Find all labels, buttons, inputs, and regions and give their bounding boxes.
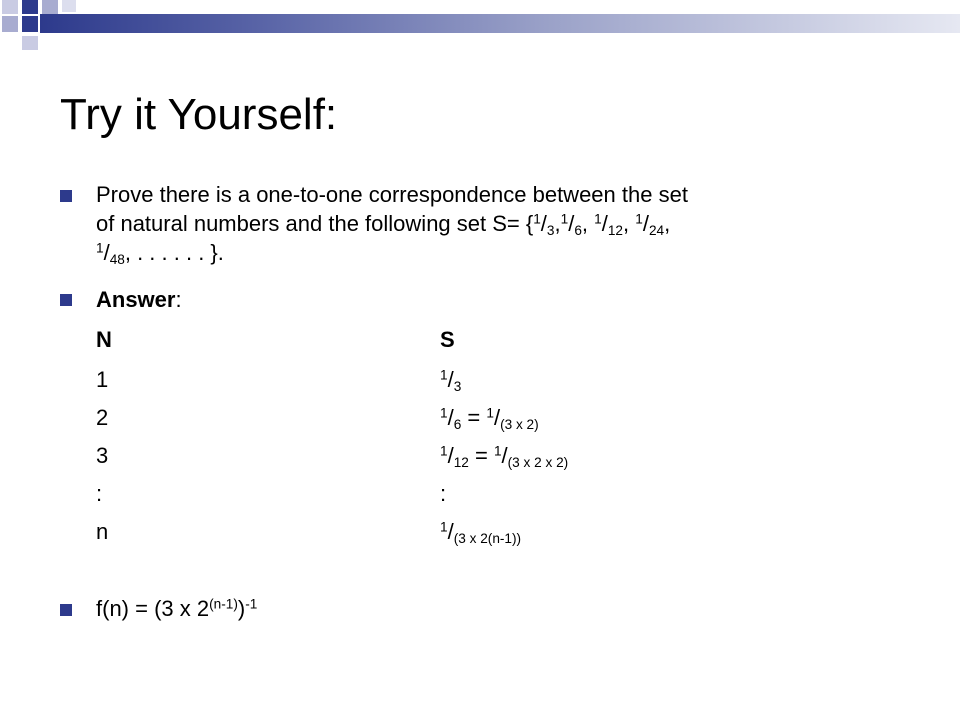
formula-exponent: -1 xyxy=(245,596,258,612)
decor-square xyxy=(2,0,18,14)
fraction-numerator: 1 xyxy=(594,211,602,227)
header-n: N xyxy=(96,327,112,352)
formula xyxy=(96,596,257,622)
decor-square xyxy=(22,0,38,14)
fraction-numerator: 1 xyxy=(440,405,448,421)
problem-line-1: Prove there is a one-to-one correspondence between the set xyxy=(96,182,688,207)
fraction-denominator: 6 xyxy=(574,223,582,239)
fraction-numerator: 1 xyxy=(635,211,643,227)
decor-square xyxy=(22,16,38,32)
fraction-numerator: 1 xyxy=(493,443,502,459)
fraction-denominator: (3 x 2 x 2) xyxy=(507,455,569,471)
fraction-numerator: 1 xyxy=(560,211,569,227)
fraction-numerator: 1 xyxy=(440,367,448,383)
problem-line-2: of natural numbers and the following set S= { xyxy=(96,211,534,236)
decor-square xyxy=(22,36,38,50)
fraction-denominator: 6 xyxy=(453,417,462,433)
fraction-numerator: 1 xyxy=(440,519,448,535)
fraction-denominator: 12 xyxy=(607,223,623,239)
formula-paren: ) xyxy=(237,596,246,621)
fraction-denominator: 3 xyxy=(453,379,462,395)
answer-label xyxy=(96,287,182,313)
header-s: S xyxy=(440,327,455,352)
fraction-denominator: 3 xyxy=(546,223,555,239)
row-s: $^1/_{12} = ^1/_{(3 x 2 x 2)}$ xyxy=(440,443,569,471)
bullet-marker xyxy=(60,190,72,202)
problem-statement: Prove there is a one-to-one correspondence between the set of natural numbers and the following set $S= \{^1/_3,^1/_6$, $^1/_{12}$, $^1/_{24}$, $^1/_{48}$, . . . . . . }. xyxy=(96,182,688,268)
header-band xyxy=(40,14,960,33)
row-s: $^1/_6 = ^1/_{(3 x 2)}$ xyxy=(440,405,539,433)
bullet-marker xyxy=(60,294,72,306)
fraction-denominator: 48 xyxy=(109,252,125,268)
fraction-denominator: (3 x 2(n-1)) xyxy=(453,531,522,547)
equals-sign: = xyxy=(461,405,487,430)
fraction-numerator: 1 xyxy=(440,443,448,459)
equals-sign: = xyxy=(468,443,494,468)
fraction-numerator: 1 xyxy=(96,240,104,256)
row-n: 2 xyxy=(96,405,109,430)
header-decoration xyxy=(0,0,960,60)
row-n: : xyxy=(96,481,103,506)
row-n: 1 xyxy=(96,367,109,392)
fraction-denominator: 24 xyxy=(648,223,665,239)
row-s: $^1/_{(3 x 2(n-1))}$ xyxy=(440,519,522,547)
slide-title: Try it Yourself: xyxy=(60,90,338,139)
fraction-denominator: (3 x 2) xyxy=(500,417,539,433)
fraction-numerator: 1 xyxy=(533,211,541,227)
fraction-numerator: 1 xyxy=(486,405,494,421)
formula-base: f(n) = (3 x 2 xyxy=(96,596,210,621)
bullet-marker xyxy=(60,604,72,616)
decor-square xyxy=(62,0,76,12)
decor-square xyxy=(42,0,58,14)
answer-colon: : xyxy=(175,287,182,312)
formula-exponent: (n-1) xyxy=(209,596,238,612)
row-s: : xyxy=(440,481,447,506)
fraction-denominator: 12 xyxy=(453,455,469,471)
row-n: 3 xyxy=(96,443,109,468)
answer-text: Answer xyxy=(96,287,176,312)
decor-square xyxy=(2,16,18,32)
row-n: n xyxy=(96,519,109,544)
row-s: $^1/_3$ xyxy=(440,367,462,395)
problem-line-3: , . . . . . . }. xyxy=(124,240,224,265)
